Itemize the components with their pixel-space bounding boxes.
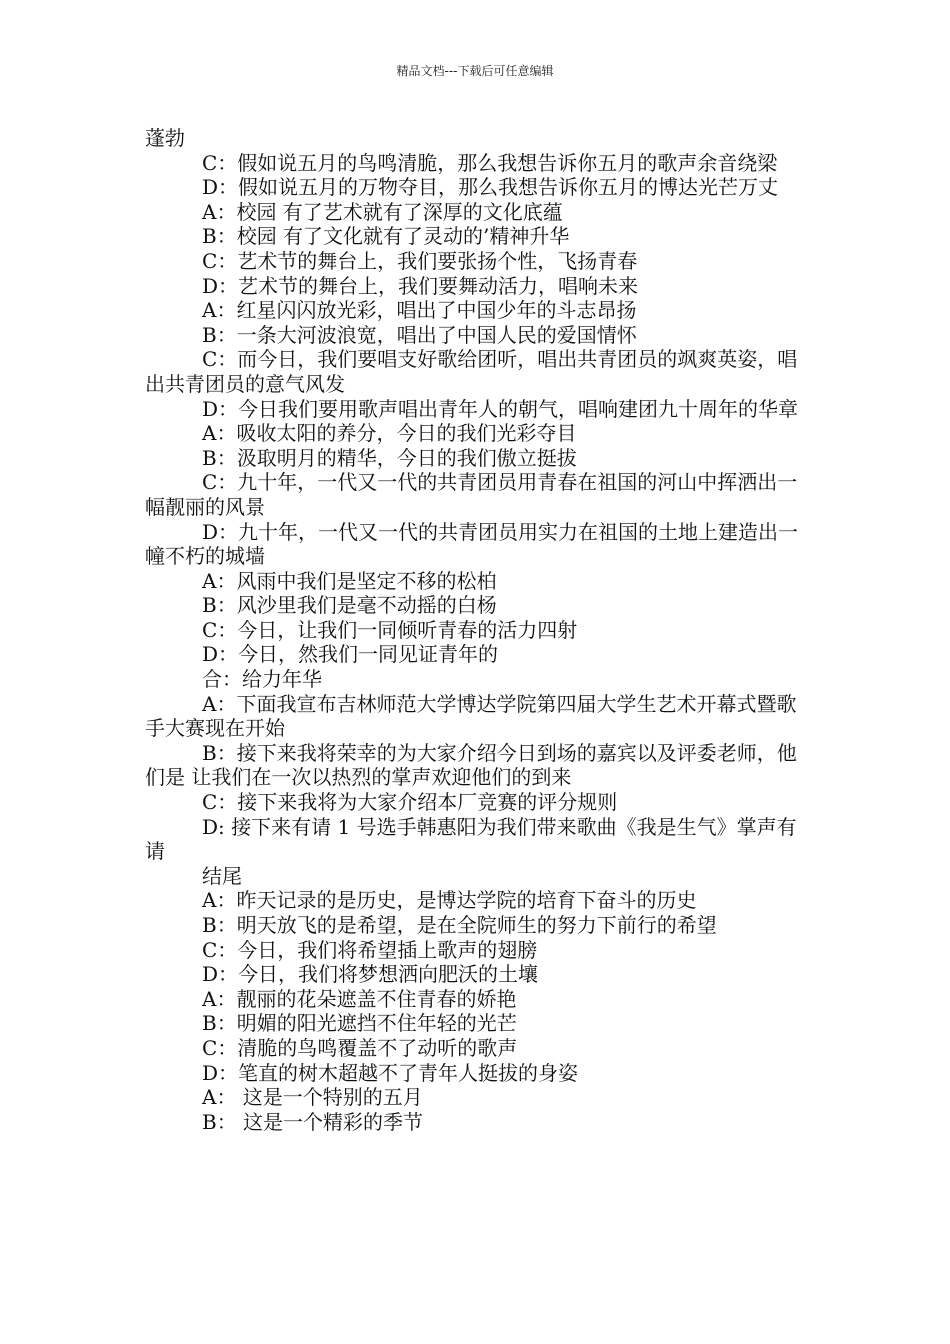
script-line: B： 这是一个精彩的季节: [202, 1109, 424, 1134]
script-line: B：明天放飞的是希望，是在全院师生的努力下前行的希望: [202, 913, 717, 937]
script-line: C：今日，我们将希望插上歌声的翅膀: [202, 937, 538, 962]
script-line: B：一条大河波浪宽，唱出了中国人民的爱国情怀: [202, 322, 637, 347]
document-body: [145, 126, 815, 1134]
script-line: A：校园 有了艺术就有了深厚的文化底蕴: [202, 199, 563, 224]
script-line: C：今日，让我们一同倾听青春的活力四射: [202, 617, 578, 642]
script-line: 结尾: [202, 863, 242, 888]
script-line: 蓬勃: [145, 126, 185, 150]
script-line: A：昨天记录的是历史，是博达学院的培育下奋斗的历史: [202, 888, 697, 913]
script-line: D：今日，然我们一同见证青年的: [202, 642, 499, 667]
script-line: C：而今日，我们要唱支好歌给团听，唱出共青团员的飒爽英姿，唱出共青团员的意气风发: [145, 347, 798, 396]
script-line: D：假如说五月的万物夺目，那么我想告诉你五月的博达光芒万丈: [202, 175, 779, 200]
script-line: B：明媚的阳光遮挡不住年轻的光芒: [202, 1011, 517, 1036]
script-line: B：接下来我将荣幸的为大家介绍今日到场的嘉宾以及评委老师，他们是 让我们在一次以热烈的掌声欢迎他们的到来: [145, 740, 797, 790]
script-line: D：今日我们要用歌声唱出青年人的朝气，唱响建团九十周年的华章: [202, 396, 799, 421]
script-line: 合：给力年华: [202, 667, 322, 692]
script-line: A：吸收太阳的养分，今日的我们光彩夺目: [202, 421, 577, 446]
script-line: A： 这是一个特别的五月: [202, 1085, 423, 1110]
script-line: B：汲取明月的精华，今日的我们傲立挺拔: [202, 445, 577, 470]
script-line: A：下面我宣布吉林师范大学博达学院第四届大学生艺术开幕式暨歌手大赛现在开始: [145, 691, 797, 741]
script-line: C：九十年，一代又一代的共青团员用青春在祖国的河山中挥洒出一幅靓丽的风景: [145, 470, 798, 519]
script-line: A：红星闪闪放光彩，唱出了中国少年的斗志昂扬: [202, 298, 637, 323]
script-line: B：校园 有了文化就有了灵动的’精神升华: [202, 224, 570, 249]
script-line: D：艺术节的舞台上，我们要舞动活力，唱响未来: [202, 273, 639, 298]
script-line: A：靓丽的花朵遮盖不住青春的娇艳: [202, 986, 517, 1011]
script-line: B：风沙里我们是毫不动摇的白杨: [202, 593, 497, 618]
script-line: D：九十年，一代又一代的共青团员用实力在祖国的土地上建造出一幢不朽的城墙: [145, 519, 799, 569]
script-line: C：假如说五月的鸟鸣清脆，那么我想告诉你五月的歌声余音绕梁: [202, 150, 778, 175]
script-line: D：笔直的树木超越不了青年人挺拔的身姿: [202, 1060, 579, 1085]
script-line: D: 接下来有请 1 号选手韩惠阳为我们带来歌曲《我是生气》掌声有请: [145, 814, 797, 864]
script-line: A：风雨中我们是坚定不移的松柏: [202, 568, 497, 593]
script-line: D：今日，我们将梦想洒向肥沃的土壤: [202, 962, 539, 987]
script-line: C：艺术节的舞台上，我们要张扬个性，飞扬青春: [202, 248, 638, 273]
script-line: C：接下来我将为大家介绍本厂竞赛的评分规则: [202, 790, 618, 815]
page-header: 精品文档---下载后可任意编辑: [396, 64, 554, 78]
script-line: C：清脆的鸟鸣覆盖不了动听的歌声: [202, 1035, 518, 1060]
